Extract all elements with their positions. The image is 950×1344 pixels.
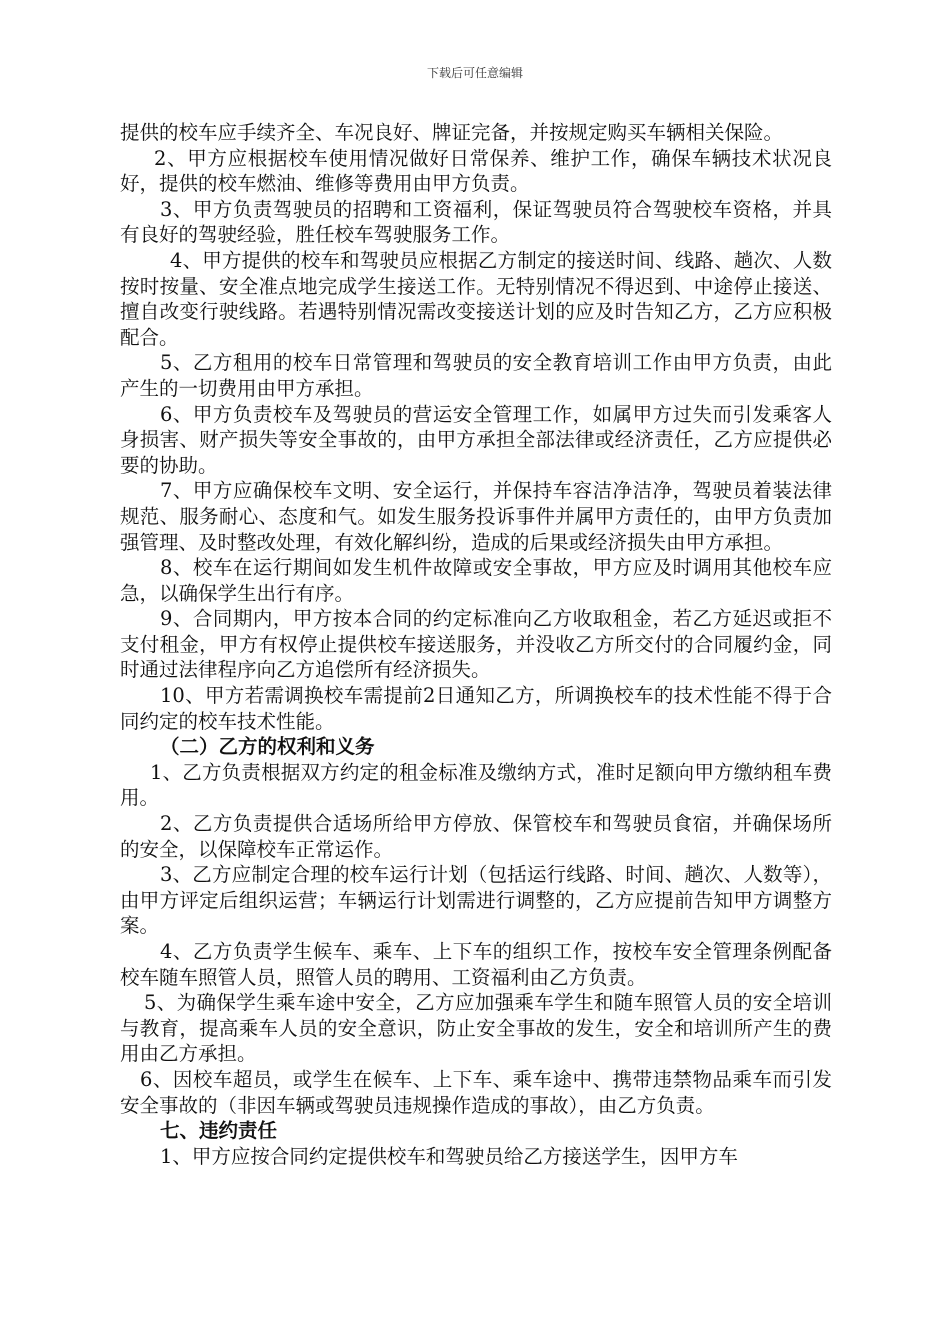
page-header: 下载后可任意编辑 (426, 66, 523, 80)
paragraph: 5、乙方租用的校车日常管理和驾驶员的安全教育培训工作由甲方负责，由此产生的一切费用由甲方承担。 (120, 351, 832, 400)
paragraph: 提供的校车应手续齐全、车况良好、牌证完备，并按规定购买车辆相关保险。 (120, 121, 784, 144)
section-heading: 七、违约责任 (160, 1119, 278, 1143)
paragraph: 3、乙方应制定合理的校车运行计划（包括运行线路、时间、趟次、人数等），由甲方评定后组织运营；车辆运行计划需进行调整的，乙方应提前告知甲方调整方案。 (120, 863, 832, 938)
paragraph: 3、甲方负责驾驶员的招聘和工资福利，保证驾驶员符合驾驶校车资格，并具有良好的驾驶经验，胜任校车驾驶服务工作。 (120, 197, 832, 247)
paragraph: 8、校车在运行期间如发生机件故障或安全事故，甲方应及时调用其他校车应急，以确保学生出行有序。 (120, 556, 832, 605)
section-heading: （二）乙方的权利和义务 (160, 735, 375, 759)
paragraph: 6、甲方负责校车及驾驶员的营运安全管理工作，如属甲方过失而引发乘客人身损害、财产损失等安全事故的，由甲方承担全部法律或经济责任，乙方应提供必要的协助。 (120, 402, 832, 477)
paragraph: 2、甲方应根据校车使用情况做好日常保养、维护工作，确保车辆技术状况良好，提供的校车燃油、维修等费用由甲方负责。 (120, 146, 832, 196)
paragraph: 5、为确保学生乘车途中安全，乙方应加强乘车学生和随车照管人员的安全培训与教育，提高乘车人员的安全意识，防止安全事故的发生，安全和培训所产生的费用由乙方承担。 (120, 991, 832, 1066)
paragraph: 10、甲方若需调换校车需提前2日通知乙方，所调换校车的技术性能不得于合同约定的校车技术性能。 (120, 684, 832, 733)
paragraph: 2、乙方负责提供合适场所给甲方停放、保管校车和驾驶员食宿，并确保场所的安全，以保障校车正常运作。 (120, 812, 832, 861)
paragraph: 7、甲方应确保校车文明、安全运行，并保持车容洁净洁净，驾驶员着装法律规范、服务耐心、态度和气。如发生服务投诉事件并属甲方责任的，由甲方负责加强管理、及时整改处理，有效化解纠纷，造成的后果或经济损失由甲方承担。 (120, 479, 832, 554)
paragraph: 1、乙方负责根据双方约定的租金标准及缴纳方式，准时足额向甲方缴纳租车费用。 (120, 760, 832, 810)
paragraph: 4、甲方提供的校车和驾驶员应根据乙方制定的接送时间、线路、趟次、人数按时按量、安全准点地完成学生接送工作。无特别情况不得迟到、中途停止接送、擅自改变行驶线路。若遇特别情况需改变接送计划的应及时告知乙方，乙方应积极配合。 (120, 248, 832, 349)
paragraph: 4、乙方负责学生候车、乘车、上下车的组织工作，按校车安全管理条例配备校车随车照管人员，照管人员的聘用、工资福利由乙方负责。 (120, 940, 832, 989)
paragraph: 6、因校车超员，或学生在候车、上下车、乘车途中、携带违禁物品乘车而引发安全事故的（非因车辆或驾驶员违规操作造成的事故），由乙方负责。 (120, 1067, 832, 1117)
paragraph: 9、合同期内，甲方按本合同的约定标准向乙方收取租金，若乙方延迟或拒不支付租金，甲方有权停止提供校车接送服务，并没收乙方所交付的合同履约金，同时通过法律程序向乙方追偿所有经济损失。 (120, 607, 832, 682)
paragraph: 1、甲方应按合同约定提供校车和驾驶员给乙方接送学生，因甲方车 (160, 1144, 738, 1168)
document-body (120, 120, 832, 1169)
